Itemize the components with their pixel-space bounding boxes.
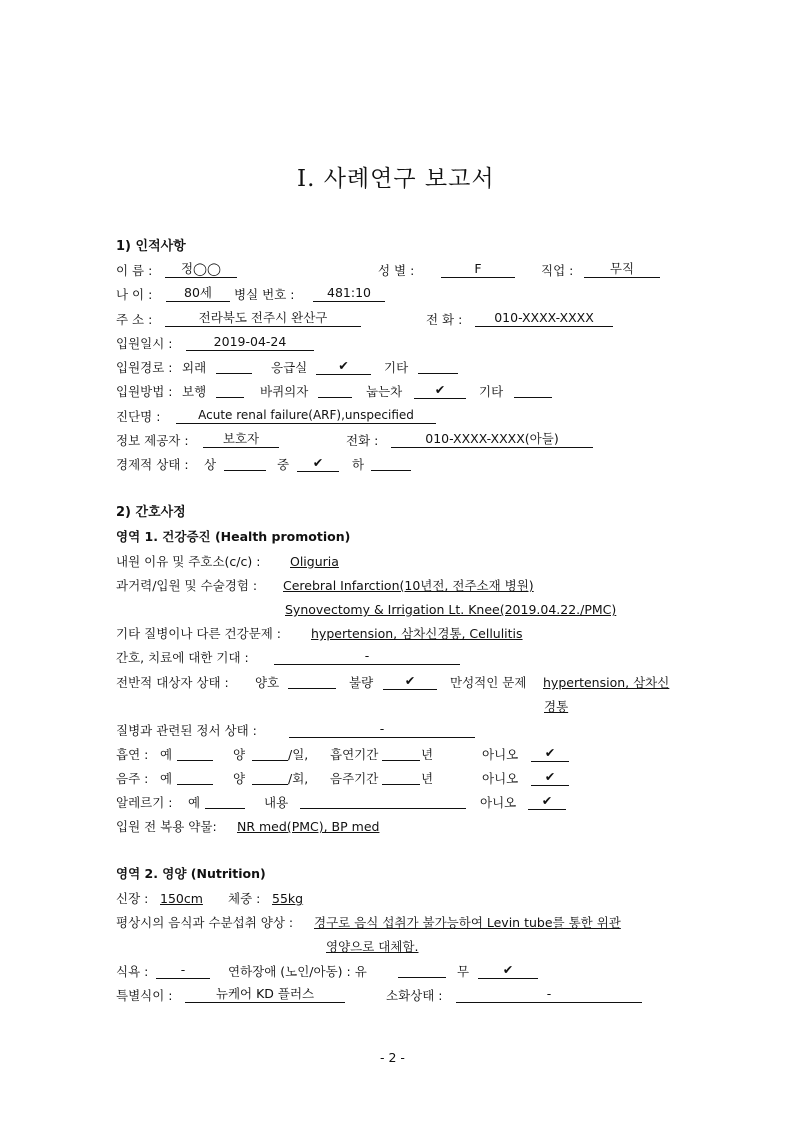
drinking-years-unit: 년 xyxy=(421,771,434,786)
smoking-per-day: /일, xyxy=(288,747,309,762)
smoking-yes-label: 예 xyxy=(160,747,173,762)
drinking-no-check: ✔ xyxy=(531,771,569,786)
informant-value: 보호자 xyxy=(203,433,279,448)
admission-date-value: 2019-04-24 xyxy=(186,336,314,351)
address-value: 전라북도 전주시 완산구 xyxy=(165,312,361,327)
expectation-label: 간호, 치료에 대한 기대 : xyxy=(116,650,249,665)
page-title: Ⅰ. 사례연구 보고서 xyxy=(297,166,495,192)
drinking-yes-blank xyxy=(177,773,213,785)
age-value: 80세 xyxy=(166,287,230,302)
allergy-no-check: ✔ xyxy=(528,795,566,810)
job-label: 직업 : xyxy=(541,263,574,278)
dysphagia-label: 연하장애 (노인/아동) : 유 xyxy=(228,964,367,979)
emotional-status-label: 질병과 관련된 정서 상태 : xyxy=(116,723,257,738)
name-value: 정◯◯ xyxy=(165,263,237,278)
diet-pattern-value-line2: 영양으로 대체함. xyxy=(326,939,419,954)
method-other-label: 기타 xyxy=(479,384,504,399)
chief-complaint-value: Oliguria xyxy=(290,554,339,569)
econ-mid-check: ✔ xyxy=(297,457,339,472)
method-wheelchair-blank xyxy=(318,386,352,398)
general-bad-check: ✔ xyxy=(383,675,437,690)
smoking-years-unit: 년 xyxy=(421,747,434,762)
route-outpatient-blank xyxy=(216,362,252,374)
digestion-label: 소화상태 : xyxy=(386,988,443,1003)
weight-value: 55kg xyxy=(272,891,304,906)
method-stretcher-label: 눕는차 xyxy=(366,384,403,399)
phone-value: 010-XXXX-XXXX xyxy=(475,312,613,327)
general-good-label: 양호 xyxy=(255,675,280,690)
general-good-blank xyxy=(288,677,336,689)
emotional-status-value: - xyxy=(289,723,475,738)
allergy-yes-blank xyxy=(205,797,245,809)
drinking-amount-blank xyxy=(252,773,288,785)
econ-low-blank xyxy=(371,459,411,471)
econ-high-label: 상 xyxy=(204,457,217,472)
allergy-yes-label: 예 xyxy=(188,795,201,810)
chronic-problem-label: 만성적인 문제 xyxy=(450,675,527,690)
drinking-period-label: 음주기간 xyxy=(330,771,379,786)
appetite-label: 식욕 : xyxy=(116,964,149,979)
special-diet-value: 뉴케어 KD 플러스 xyxy=(185,988,345,1003)
smoking-period-label: 흡연기간 xyxy=(330,747,379,762)
route-er-check: ✔ xyxy=(316,360,371,375)
route-other-label: 기타 xyxy=(384,360,409,375)
allergy-content-blank xyxy=(300,797,466,809)
method-wheelchair-label: 바퀴의자 xyxy=(260,384,309,399)
drinking-yes-label: 예 xyxy=(160,771,173,786)
admission-date-label: 입원일시 : xyxy=(116,336,173,351)
route-other-blank xyxy=(418,362,458,374)
econ-low-label: 하 xyxy=(352,457,365,472)
dysphagia-no-check: ✔ xyxy=(478,964,538,979)
diagnosis-value: Acute renal failure(ARF),unspecified xyxy=(176,409,436,424)
diet-pattern-label: 평상시의 음식과 수분섭취 양상 : xyxy=(116,915,294,930)
history-value-line1: Cerebral Infarction(10년전, 전주소재 병원) xyxy=(283,578,534,593)
smoking-period-blank xyxy=(382,749,420,761)
medications-label: 입원 전 복용 약물: xyxy=(116,819,217,834)
econ-high-blank xyxy=(224,459,266,471)
informant-phone-label: 전화 : xyxy=(346,433,379,448)
drinking-label: 음주 : xyxy=(116,771,149,786)
admission-method-label: 입원방법 : xyxy=(116,384,173,399)
chronic-problem-value-line2: 경통 xyxy=(544,699,569,714)
dysphagia-no-label: 무 xyxy=(457,964,470,979)
chronic-problem-value-line1: hypertension, 삼차신 xyxy=(543,675,670,690)
special-diet-label: 특별식이 : xyxy=(116,988,173,1003)
job-value: 무직 xyxy=(584,263,660,278)
dysphagia-yes-blank xyxy=(398,966,446,978)
smoking-amount-label: 양 xyxy=(233,747,246,762)
section-heading-nursing-assessment: 2) 간호사정 xyxy=(116,505,186,520)
smoking-amount-blank xyxy=(252,749,288,761)
informant-label: 정보 제공자 : xyxy=(116,433,189,448)
room-value: 481:10 xyxy=(313,287,385,302)
econ-mid-label: 중 xyxy=(277,457,290,472)
digestion-value: - xyxy=(456,988,642,1003)
allergy-content-label: 내용 xyxy=(264,795,289,810)
medications-value: NR med(PMC), BP med xyxy=(237,819,380,834)
other-health-value: hypertension, 삼차신경통, Cellulitis xyxy=(311,626,523,641)
chief-complaint-label: 내원 이유 및 주호소(c/c) : xyxy=(116,554,261,569)
history-label: 과거력/입원 및 수술경험 : xyxy=(116,578,258,593)
height-label: 신장 : xyxy=(116,891,149,906)
room-label: 병실 번호 : xyxy=(234,287,295,302)
drinking-amount-label: 양 xyxy=(233,771,246,786)
allergy-label: 알레르기 : xyxy=(116,795,173,810)
page-number: - 2 - xyxy=(380,1050,405,1065)
appetite-value: - xyxy=(156,964,210,979)
area1-heading: 영역 1. 건강증진 (Health promotion) xyxy=(116,529,351,544)
drinking-no-label: 아니오 xyxy=(482,771,519,786)
smoking-label: 흡연 : xyxy=(116,747,149,762)
history-value-line2: Synovectomy & Irrigation Lt. Knee(2019.04.22./PMC) xyxy=(285,602,617,617)
method-walk-label: 보행 xyxy=(182,384,207,399)
smoking-no-label: 아니오 xyxy=(482,747,519,762)
section-heading-personal-info: 1) 인적사항 xyxy=(116,239,186,254)
route-er-label: 응급실 xyxy=(271,360,308,375)
height-value: 150cm xyxy=(160,891,203,906)
weight-label: 체중 : xyxy=(228,891,261,906)
address-label: 주 소 : xyxy=(116,312,153,327)
sex-value: F xyxy=(441,263,515,278)
method-stretcher-check: ✔ xyxy=(414,384,466,399)
smoking-yes-blank xyxy=(177,749,213,761)
general-status-label: 전반적 대상자 상태 : xyxy=(116,675,229,690)
admission-route-label: 입원경로 : xyxy=(116,360,173,375)
informant-phone-value: 010-XXXX-XXXX(아들) xyxy=(391,433,593,448)
name-label: 이 름 : xyxy=(116,263,153,278)
other-health-label: 기타 질병이나 다른 건강문제 : xyxy=(116,626,282,641)
diet-pattern-value-line1: 경구로 음식 섭취가 불가능하여 Levin tube를 통한 위관 xyxy=(314,915,621,930)
drinking-per-time: /회, xyxy=(288,771,309,786)
diagnosis-label: 진단명 : xyxy=(116,409,161,424)
method-walk-blank xyxy=(216,386,244,398)
sex-label: 성 별 : xyxy=(378,263,415,278)
expectation-value: - xyxy=(274,650,460,665)
smoking-no-check: ✔ xyxy=(531,747,569,762)
allergy-no-label: 아니오 xyxy=(480,795,517,810)
age-label: 나 이 : xyxy=(116,287,153,302)
route-outpatient-label: 외래 xyxy=(182,360,207,375)
phone-label: 전 화 : xyxy=(426,312,463,327)
drinking-period-blank xyxy=(382,773,420,785)
area2-heading: 영역 2. 영양 (Nutrition) xyxy=(116,866,266,881)
economic-status-label: 경제적 상태 : xyxy=(116,457,189,472)
general-bad-label: 불량 xyxy=(349,675,374,690)
method-other-blank xyxy=(514,386,552,398)
